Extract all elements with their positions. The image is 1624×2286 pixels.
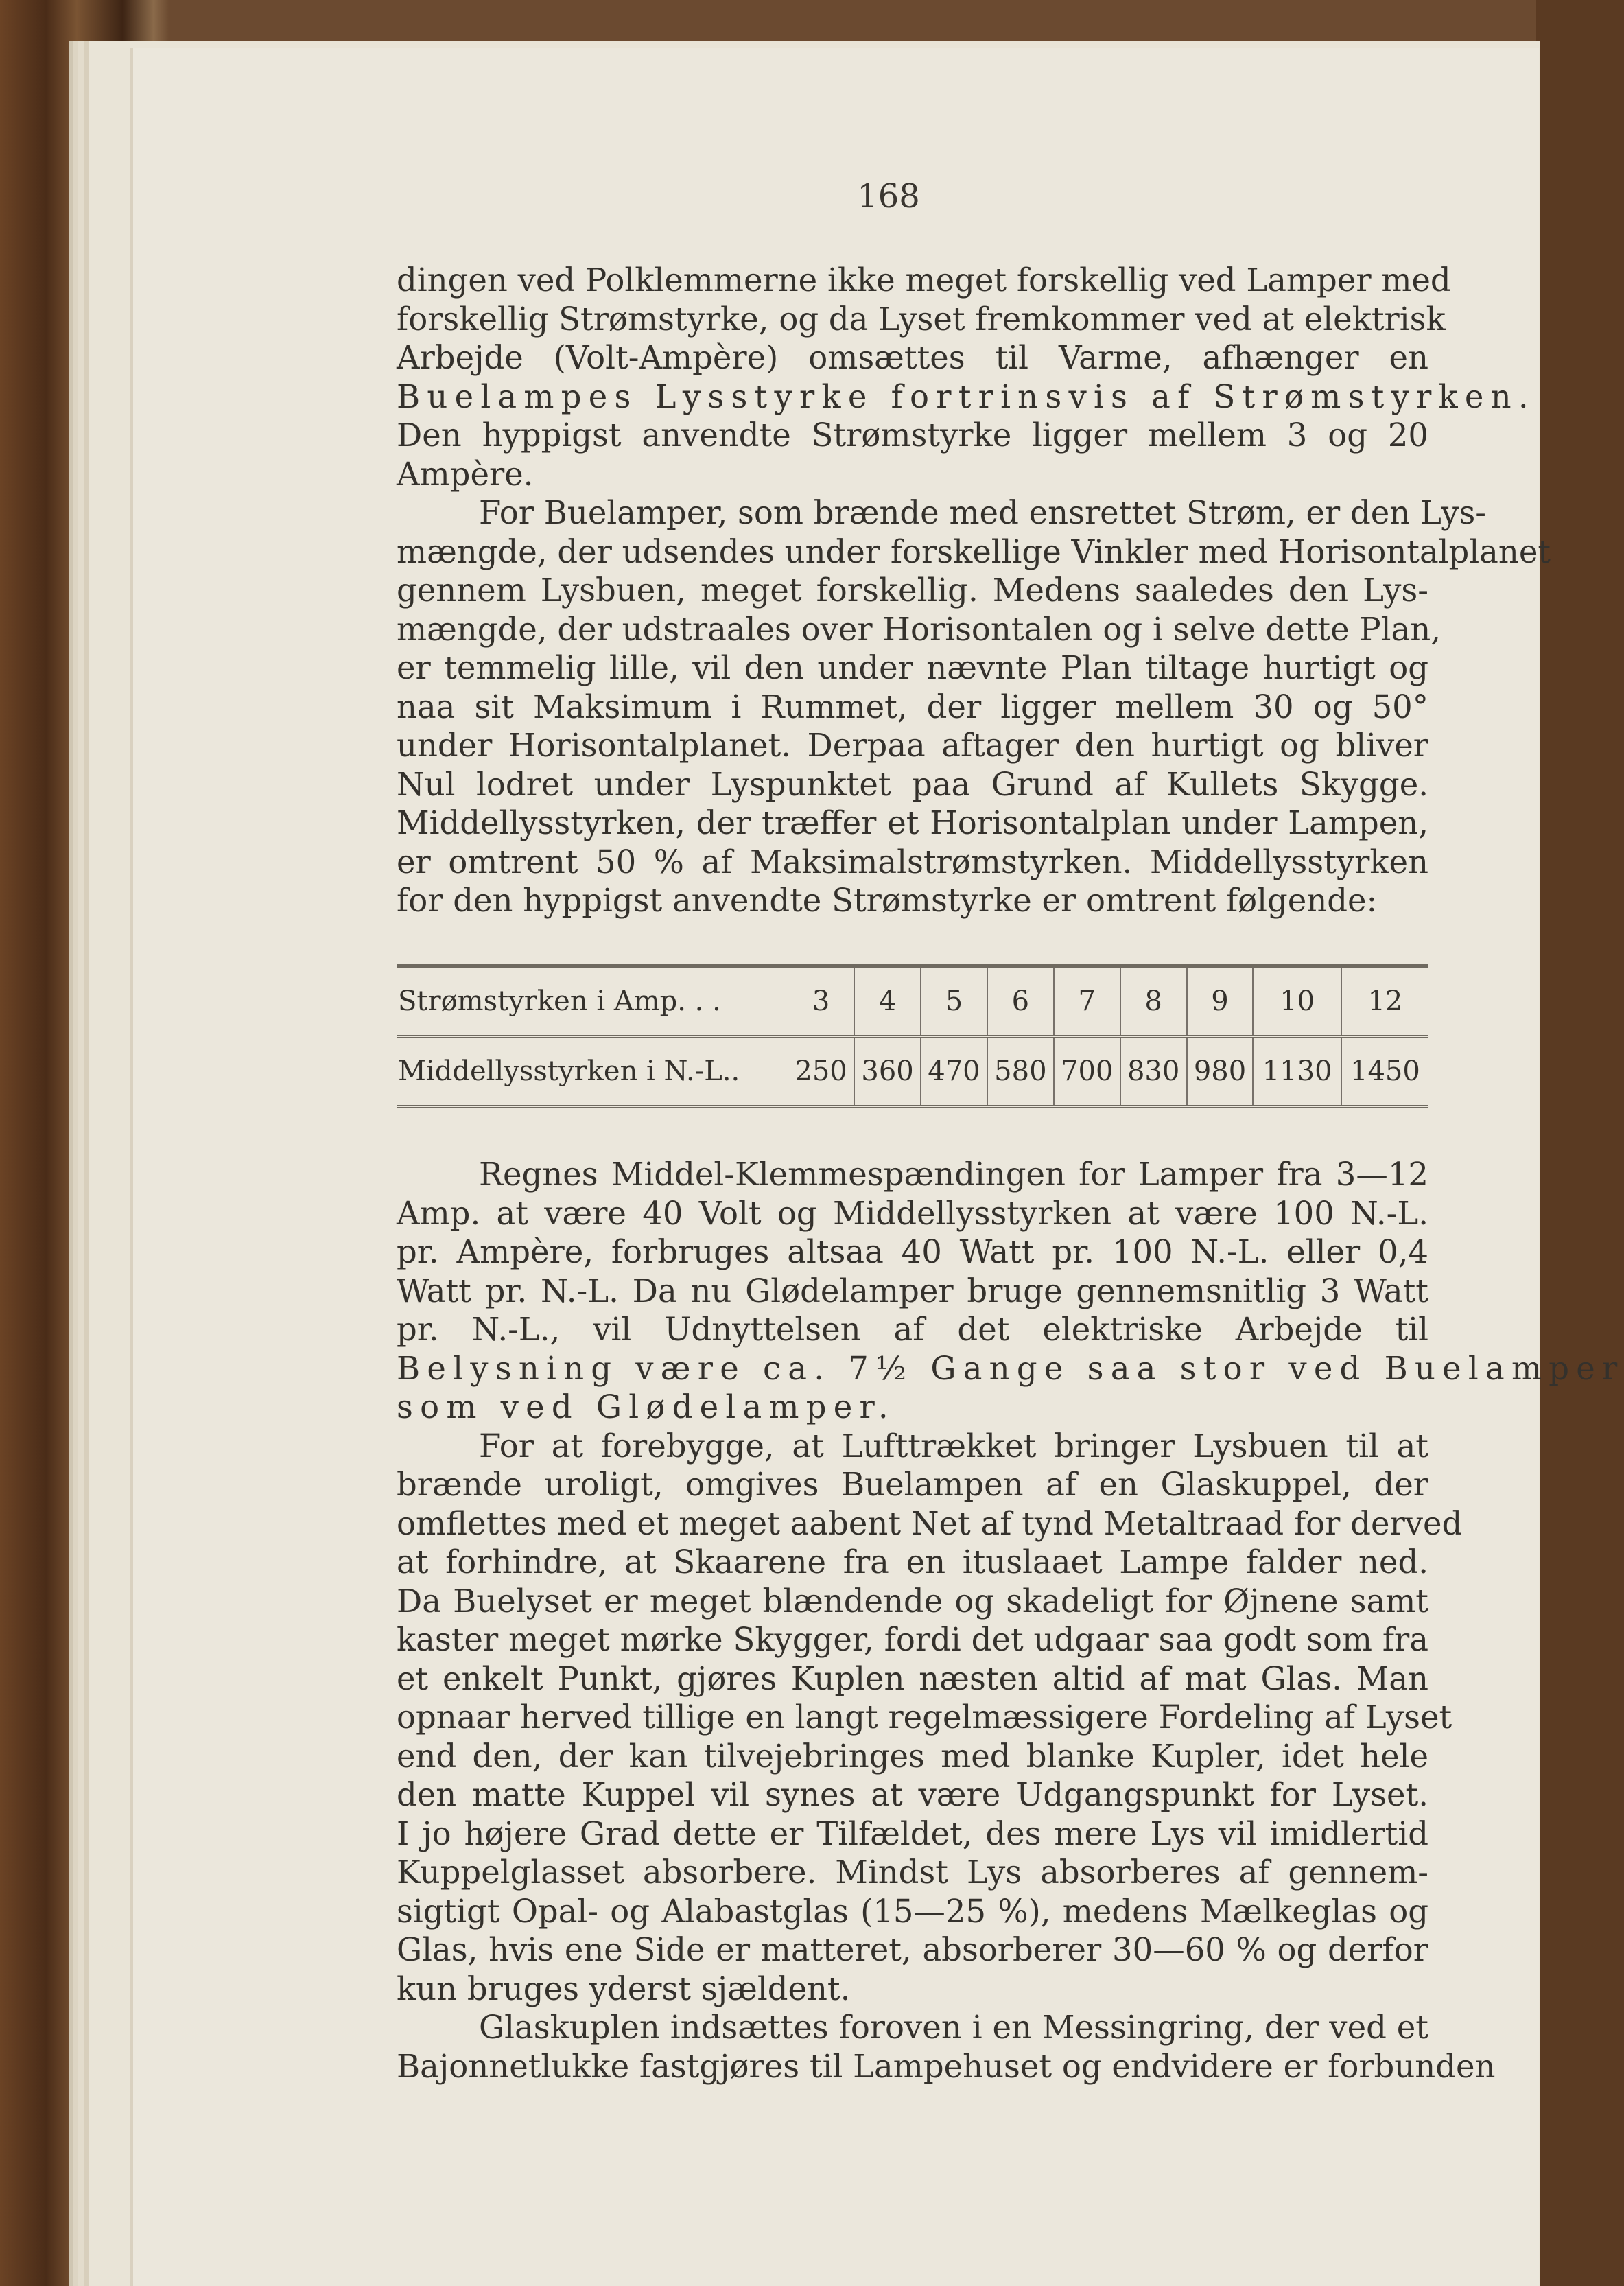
- text-line: Kuppelglasset absorbere. Mindst Lys absorberes af gennem-: [397, 1854, 1428, 1891]
- page-number: 168: [857, 177, 920, 215]
- text-line: I jo højere Grad dette er Tilfældet, des mere Lys vil imidlertid: [397, 1815, 1428, 1852]
- table-cell: 9: [1187, 966, 1254, 1037]
- text-line: at forhindre, at Skaarene fra en ituslaaet Lampe falder ned.: [397, 1543, 1428, 1581]
- text-line: Amp. at være 40 Volt og Middellysstyrken at være 100 N.-L.: [397, 1194, 1428, 1232]
- text-line: den matte Kuppel vil synes at være Udgangspunkt for Lyset.: [397, 1776, 1428, 1813]
- row-header: Strømstyrken i Amp. . .: [397, 966, 787, 1037]
- table-row: [397, 966, 1428, 1037]
- table-cell: 250: [787, 1036, 854, 1107]
- paragraph-2: [397, 493, 1551, 920]
- paragraph-1: [397, 261, 1535, 493]
- current-light-table: [397, 964, 1428, 1108]
- text-line: er omtrent 50 % af Maksimalstrømstyrken. Middellysstyrken: [397, 843, 1428, 880]
- text-line: et enkelt Punkt, gjøres Kuplen næsten altid af mat Glas. Man: [397, 1659, 1428, 1697]
- text-line: Regnes Middel-Klemmespændingen for Lamper fra 3—12: [479, 1156, 1428, 1193]
- table-cell: 10: [1253, 966, 1341, 1037]
- row-header: Middellysstyrken i N.-L..: [397, 1036, 787, 1107]
- text-line: dingen ved Polklemmerne ikke meget forskellig ved Lamper med: [397, 261, 1451, 299]
- text-line: kun bruges yderst sjældent.: [397, 1970, 851, 2007]
- text-line: Belysning være ca. 7½ Gange saa stor ved Buelamper: [397, 1349, 1624, 1387]
- table-cell: 580: [987, 1036, 1054, 1107]
- table-cell: 7: [1054, 966, 1120, 1037]
- text-line: Den hyppigst anvendte Strømstyrke ligger mellem 3 og 20: [397, 417, 1428, 454]
- table-cell: 3: [787, 966, 854, 1037]
- text-line: naa sit Maksimum i Rummet, der ligger mellem 30 og 50°: [397, 688, 1428, 725]
- text-line: opnaar herved tillige en langt regelmæssigere Fordeling af Lyset: [397, 1699, 1452, 1736]
- text-line: pr. Ampère, forbruges altsaa 40 Watt pr. 100 N.-L. eller 0,4: [397, 1233, 1428, 1270]
- body-text-bottom: [397, 1155, 1624, 2086]
- text-line: under Horisontalplanet. Derpaa aftager den hurtigt og bliver: [397, 727, 1428, 764]
- text-line: mængde, der udstraales over Horisontalen og i selve dette Plan,: [397, 610, 1441, 648]
- text-line: som ved Glødelamper.: [397, 1388, 895, 1425]
- body-text-top: [397, 261, 1551, 920]
- table-cell: 1450: [1341, 1036, 1428, 1107]
- text-line: For Buelamper, som brænde med ensrettet Strøm, er den Lys-: [479, 494, 1486, 531]
- table-row: [397, 1036, 1428, 1107]
- text-line: forskellig Strømstyrke, og da Lyset fremkommer ved at elektrisk: [397, 300, 1446, 338]
- paragraph-3: [397, 1155, 1624, 1427]
- text-line: Glas, hvis ene Side er matteret, absorberer 30—60 % og derfor: [397, 1931, 1428, 1968]
- paragraph-5: [397, 2008, 1496, 2086]
- text-line: end den, der kan tilvejebringes med blanke Kupler, idet hele: [397, 1737, 1428, 1775]
- text-line: gennem Lysbuen, meget forskellig. Medens saaledes den Lys-: [397, 572, 1428, 609]
- text-line: kaster meget mørke Skygger, fordi det udgaar saa godt som fra: [397, 1621, 1428, 1658]
- text-line: Ampère.: [397, 455, 534, 493]
- text-line: pr. N.-L., vil Udnyttelsen af det elektriske Arbejde til: [397, 1311, 1428, 1348]
- text-line: Nul lodret under Lyspunktet paa Grund af Kullets Skygge.: [397, 765, 1428, 803]
- table-cell: 700: [1054, 1036, 1120, 1107]
- table-cell: 5: [921, 966, 987, 1037]
- text-line: mængde, der udsendes under forskellige Vinkler med Horisontalplanet: [397, 533, 1551, 570]
- text-line: Bajonnetlukke fastgjøres til Lampehuset og endvidere er forbunden: [397, 2047, 1496, 2085]
- text-line: Da Buelyset er meget blændende og skadeligt for Øjnene samt: [397, 1582, 1428, 1620]
- table-cell: 470: [921, 1036, 987, 1107]
- text-line: Watt pr. N.-L. Da nu Glødelamper bruge gennemsnitlig 3 Watt: [397, 1272, 1428, 1309]
- table-cell: 12: [1341, 966, 1428, 1037]
- text-line: for den hyppigst anvendte Strømstyrke er omtrent følgende:: [397, 882, 1378, 919]
- text-line: brænde uroligt, omgives Buelampen af en Glaskuppel, der: [397, 1466, 1428, 1503]
- table-cell: 8: [1120, 966, 1187, 1037]
- text-line: Middellysstyrken, der træffer et Horisontalplan under Lampen,: [397, 804, 1428, 841]
- text-line: er temmelig lille, vil den under nævnte Plan tiltage hurtigt og: [397, 649, 1428, 686]
- text-line: Arbejde (Volt-Ampère) omsættes til Varme, afhænger en: [397, 339, 1428, 376]
- table-cell: 830: [1120, 1036, 1187, 1107]
- table-cell: 6: [987, 966, 1054, 1037]
- data-table: [397, 964, 1428, 1108]
- text-line: For at forebygge, at Lufttrækket bringer Lysbuen til at: [479, 1427, 1428, 1465]
- text-line: sigtigt Opal- og Alabastglas (15—25 %), medens Mælkeglas og: [397, 1892, 1428, 1930]
- paragraph-4: [397, 1427, 1463, 2009]
- text-line: Buelampes Lysstyrke fortrinsvis af Strømstyrken.: [397, 377, 1535, 415]
- table-cell: 360: [854, 1036, 921, 1107]
- table-cell: 980: [1187, 1036, 1254, 1107]
- text-line: Glaskuplen indsættes foroven i en Messingring, der ved et: [479, 2009, 1428, 2046]
- table-cell: 1130: [1253, 1036, 1341, 1107]
- text-line: omflettes med et meget aabent Net af tynd Metaltraad for derved: [397, 1504, 1463, 1542]
- table-cell: 4: [854, 966, 921, 1037]
